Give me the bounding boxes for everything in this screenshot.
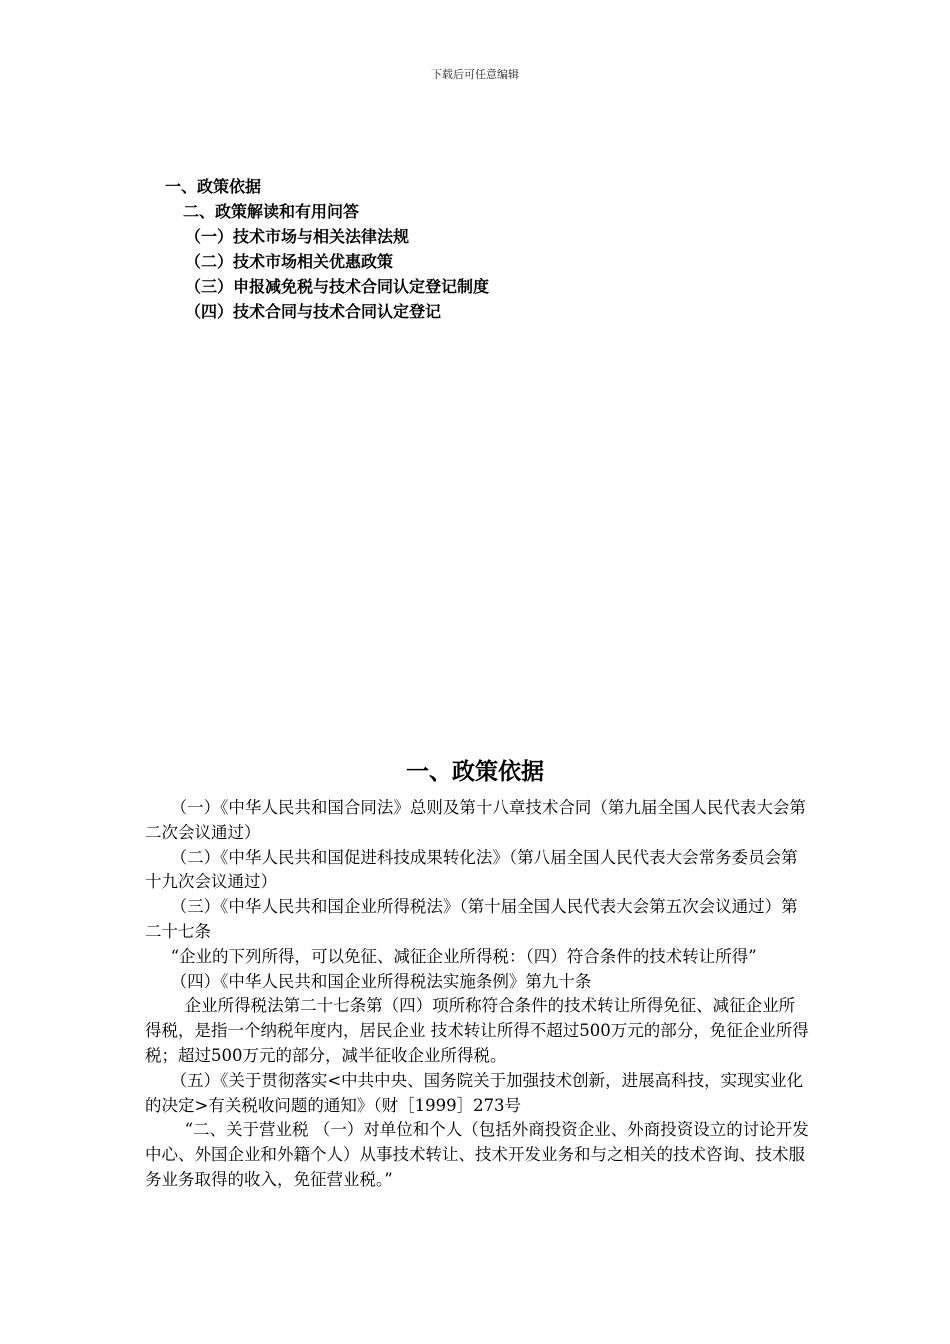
page-header-note: 下载后可任意编辑 (431, 68, 519, 81)
paragraph-income-tax-law: （三）《中华人民共和国企业所得税法》（第十届全国人民代表大会第五次会议通过）第二十七条 (145, 897, 798, 941)
paragraph-article-90-detail: 企业所得税法第二十七条第（四）项所称符合条件的技术转让所得免征、减征企业所得税，是指一个纳税年度内，居民企业 技术转让所得不超过500万元的部分，免征企业所得税；超过500万元的部分，减半征收企业所得税。 (145, 996, 809, 1065)
paragraph-tech-transfer-law: （二）《中华人民共和国促进科技成果转化法》（第八届全国人民代表大会常务委员会第十九次会议通过） (145, 847, 798, 892)
paragraph-income-tax-regulation: （四）《中华人民共和国企业所得税法实施条例》第九十条 (170, 971, 592, 991)
toc-item-policy-basis[interactable]: 一、政策依据 (165, 177, 262, 196)
toc-item-market-laws[interactable]: （一）技术市场与相关法律法规 (185, 227, 410, 246)
toc-item-policy-interpretation[interactable]: 二、政策解读和有用问答 (183, 202, 360, 221)
section-body (145, 796, 810, 1193)
toc-item-tax-reduction-registration[interactable]: （三）申报减免税与技术合同认定登记制度 (185, 277, 490, 296)
paragraph-business-tax-quote: “二、关于营业税 （一）对单位和个人（包括外商投资企业、外商投资设立的讨论开发中心、外国企业和外籍个人）从事技术转让、技术开发业务和与之相关的技术咨询、技术服务业务取得的收入，免征营业税。” (145, 1120, 809, 1189)
paragraph-income-tax-quote: “企业的下列所得，可以免征、减征企业所得税：（四）符合条件的技术转让所得” (170, 946, 757, 966)
toc-item-preferential-policies[interactable]: （二）技术市场相关优惠政策 (185, 252, 394, 271)
toc-item-contract-registration[interactable]: （四）技术合同与技术合同认定登记 (185, 302, 442, 321)
paragraph-contract-law: （一）《中华人民共和国合同法》总则及第十八章技术合同（第九届全国人民代表大会第二次会议通过） (145, 798, 806, 842)
paragraph-innovation-notice: （五）《关于贯彻落实<中共中央、国务院关于加强技术创新，进展高科技，实现实业化的决定>有关税收问题的通知》（财［1999］273号 (145, 1070, 804, 1115)
section-title: 一、政策依据 (406, 759, 544, 785)
